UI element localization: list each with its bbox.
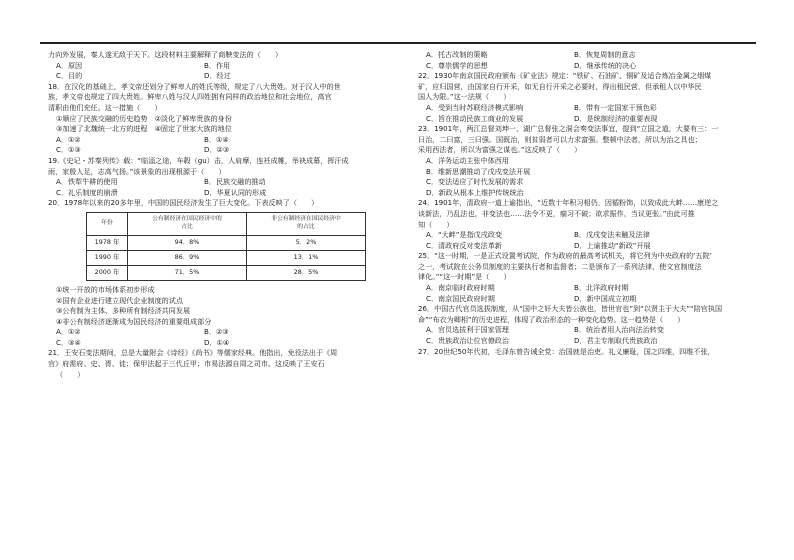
option: D．②③ (204, 145, 230, 155)
question-text-line: 力向外发展，秦人遂无敌于天下。这段材料主要解释了商鞅变法的（ ） (48, 50, 283, 59)
option: D．君主专制取代贵族政治 (574, 336, 658, 346)
table-header-cell: 年份 (87, 212, 128, 235)
option: C．清政府反对变法革新 (426, 240, 502, 250)
question-text-line: 律化。”“这一时期”是（ ） (418, 272, 511, 282)
option: B．民族交融的推动 (204, 177, 266, 187)
table-row (87, 265, 366, 280)
option-row (48, 188, 398, 199)
option-row (418, 230, 768, 241)
table-cell: 28．5% (247, 265, 366, 280)
right-column (418, 50, 768, 357)
option-row (48, 327, 398, 338)
option-row (48, 338, 398, 349)
option: C．贵族政治让位官僚政治 (426, 336, 509, 346)
question-text-line: 谈新法，乃乱法也，非变法也……法令不更，痼习不破；欲求振作，当议更张。”由此可推 (418, 208, 695, 218)
question-text-line: 清职由他们充任。这一措施（ ） (48, 102, 162, 112)
option: C．礼乐制度的崩溃 (56, 187, 118, 197)
option-row (48, 71, 398, 82)
statement-line: ①顺应了民族交融的历史趋势 ②淡化了鲜卑贵族的身份 (56, 113, 232, 123)
option-row (418, 336, 768, 347)
question-text-line: 18．在汉化的基础上，孝文帝还划分了鲜卑人的姓氏等级，规定了八大贵姓。对于汉人中的世 (48, 81, 341, 91)
question-text-line: 知（ ） (418, 219, 454, 229)
option-row (418, 325, 768, 336)
option: A．原因 (56, 60, 83, 70)
table-header-cell: 公有制经济在国民经济中的 占比 (128, 212, 247, 235)
table-cell: 1978 年 (87, 235, 128, 250)
option-row (48, 145, 398, 156)
economy-table (86, 212, 366, 281)
option: C．①③ (56, 145, 81, 155)
option-row (418, 114, 768, 125)
question-text-line: 21．王安石变法期间，总是大量附会《诗经》《尚书》等儒家经典。他指出，免役法出于《周 (48, 348, 338, 358)
option: D．经过 (204, 71, 231, 81)
option: D．是统制经济的重要表现 (574, 113, 658, 123)
option: A．“大衅”是指戊戌政变 (426, 230, 503, 240)
question-text-line: 官》府需府、史、胥、徒；保甲法起于三代丘甲；市易法源自周之司市。这反映了王安石 (48, 359, 325, 369)
option-row (48, 135, 398, 146)
statement-line: ②国有企业进行建立现代企业制度的试点 (56, 295, 183, 305)
table-row (87, 250, 366, 265)
statement-line: ①统一开放的市场体系初步形成 (56, 284, 155, 294)
question-text-line: 命”“布衣为卿相”的历史进程，体现了政治形态的一种变化趋势。这一趋势是（ ） (418, 314, 685, 324)
option-row (418, 50, 768, 61)
table-cell: 5．2% (247, 235, 366, 250)
statement-line: ③加速了北魏统一北方的进程 ④固定了世家大族的地位 (56, 124, 232, 134)
statement-line: B．维新思潮推动了戊戌变法开展 (426, 166, 531, 176)
option: C．旨在推动民族工商业的发展 (426, 113, 524, 123)
statement-line: C．变法适应了时代发展的需求 (426, 177, 524, 187)
option: B．作用 (204, 60, 231, 70)
option-row (418, 294, 768, 305)
option: A．①② (56, 327, 81, 337)
option: B．戊戌变法未触及法律 (574, 230, 650, 240)
question-text-line: 19.《史记・苏秦列传》载：“临淄之途，车毂（gu）击，人肩摩，连衽成帷，举袂成幕，挥汗成 (48, 155, 349, 165)
option: B．统治者用人治向法治转变 (574, 325, 664, 335)
option: D．新中国成立初期 (574, 293, 637, 303)
option: A．托古改制的策略 (426, 50, 488, 59)
option: A．受到当时苏联经济模式影响 (426, 102, 524, 112)
question-text-line: 20．1978年以来的20多年里，中国的国民经济发生了巨大变化。下表反映了（ ） (48, 198, 319, 208)
question-text-line: 22．1930年南京国民政府颁布《矿业法》规定：“铁矿、石油矿、铜矿及适合炼冶金属之烟煤 (418, 71, 712, 81)
option-row (418, 61, 768, 72)
question-text-line: 25．“这一时期，一是正式设置考试院，作为政府的最高考试机关，将它列为中央政府的‘五院’ (418, 251, 712, 261)
statement-line: （ ） (56, 369, 85, 379)
option: D．①④ (204, 337, 230, 347)
option: B．②③ (204, 327, 229, 337)
table-cell: 1990 年 (87, 250, 128, 265)
left-column (48, 50, 398, 380)
table-cell: 86．9% (128, 250, 247, 265)
option: D．上谕推动“新政”开展 (574, 240, 651, 250)
question-text-line: 24．1901年，清政府一道上谕指出，“近数十年积习相仍，因循粉饰，以致成此大衅……康逆之 (418, 198, 719, 208)
question-text-line: 曰治，二曰富，三曰强。国既治，则贫弱者可以力求富强。整顿中法者，所以为治之具也； (418, 134, 702, 144)
header-rule (40, 42, 756, 44)
statement-line: D．新政从根本上维护传统统治 (426, 187, 524, 197)
option: B．①④ (204, 134, 229, 144)
option: C．③④ (56, 337, 81, 347)
option-row (418, 103, 768, 114)
option: D．继承传统的决心 (574, 60, 637, 70)
question-text-line: 族，孝文帝也规定了四大贵姓。鲜卑八姓与汉人四姓拥有同样的政治地位和社会地位，高官 (48, 92, 332, 102)
table-row (87, 235, 366, 250)
option: C．南京国民政府时期 (426, 293, 495, 303)
option-row (48, 177, 398, 188)
option: C．目的 (56, 71, 83, 81)
question-text-line: 采用西法者，所以为富强之谋也。”这反映了（ ） (418, 145, 582, 155)
table-header-row (87, 212, 366, 235)
question-text-line: 23．1901年，两江总督刘坤一、湖广总督张之洞会奏变法事宜，提到“立国之道，大要有三：一 (418, 124, 719, 134)
option: B．北洋政府时期 (574, 283, 629, 293)
question-text-line: 国人为限。”这一法规（ ） (418, 92, 511, 102)
question-text-line: 雨，家殷人足，志高气扬。”该景象的出现根源于（ ） (48, 166, 226, 176)
option: A．①② (56, 134, 81, 144)
option: A．南京临时政府时期 (426, 283, 495, 293)
option: B．恢复周制的意志 (574, 50, 636, 59)
question-text-line: 26．中国古代官员选拔制度，从“国中之奸大夫皆公族也，皆世官也”到“以贤主于大夫”“陪官执国 (418, 304, 723, 314)
statement-line: A．洋务运动主张中体西用 (426, 155, 509, 165)
table-header-cell: 非公有制经济在国民经济中 的占比 (247, 212, 366, 235)
option: A．官员选拔利于国家管理 (426, 325, 509, 335)
option: C．尊崇儒学的思想 (426, 60, 488, 70)
statement-line: ④非公有制经济逐渐成为国民经济的重要组成部分 (56, 316, 212, 326)
option-row (48, 61, 398, 72)
statement-line: ③公有制为主体、多种所有制经济共同发展 (56, 306, 191, 316)
question-text-line: 27．20世纪50年代初，毛泽东曾告诫全党：治国就是治吏。礼义廉耻，国之四维，四维不张， (418, 346, 715, 356)
option-row (418, 241, 768, 252)
option: B．带有一定国家干预色彩 (574, 102, 657, 112)
option-row (418, 283, 768, 294)
question-text-line: 矿，应归国营，由国家自行开采，如无自行开采之必要时，得出租民营，但承租人以中华民 (418, 81, 702, 91)
table-cell: 94．8% (128, 235, 247, 250)
question-text-line: 之一，考试院在公务员制度的主要执行者和监督者；二是颁布了一系列法律，使文官制度法 (418, 261, 702, 271)
option: A．铁犁牛耕的使用 (56, 177, 118, 187)
table-cell: 71．5% (128, 265, 247, 280)
option: D．华夏认同的形成 (204, 187, 267, 197)
table-cell: 13．1% (247, 250, 366, 265)
table-cell: 2000 年 (87, 265, 128, 280)
